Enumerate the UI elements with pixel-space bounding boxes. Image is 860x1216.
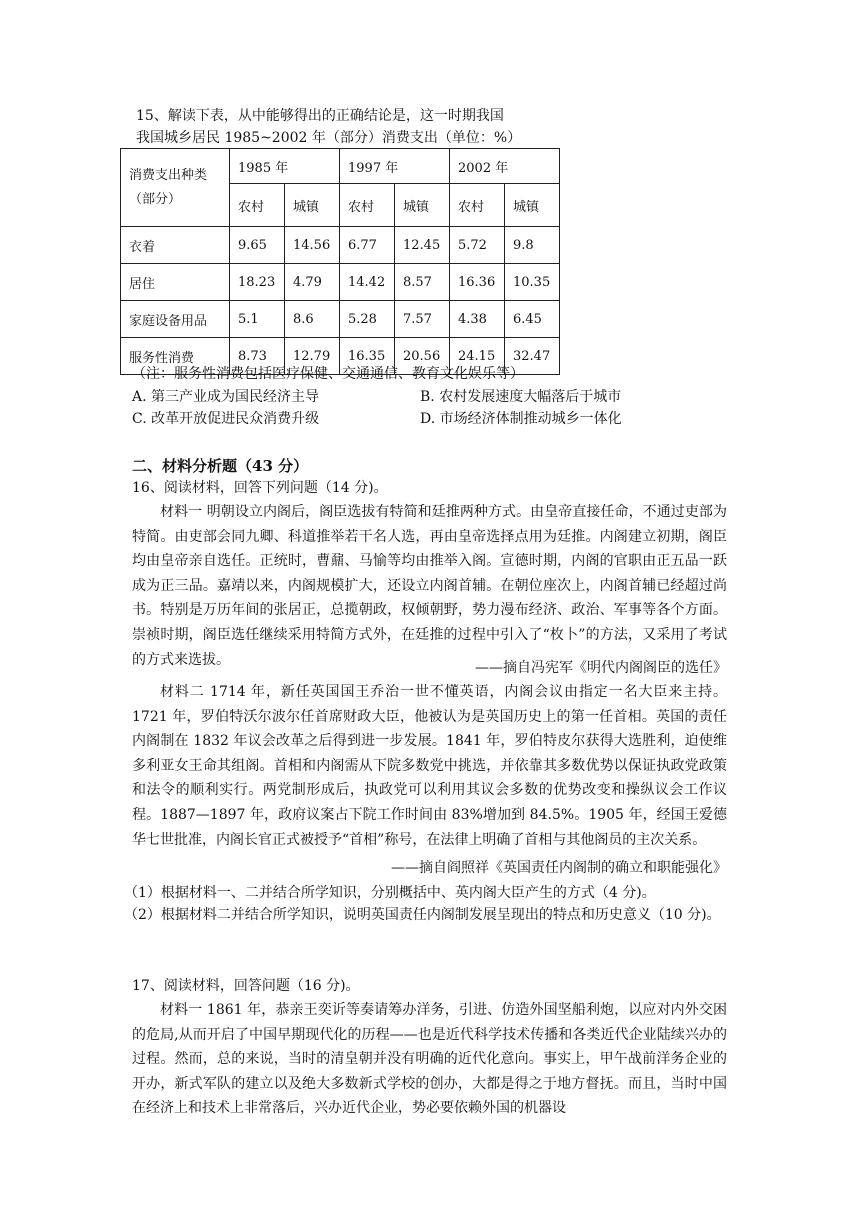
option-d[interactable]: D. 市场经济体制推动城乡一体化 [420,411,622,427]
table-cell: 10.35 [505,264,560,301]
option-b[interactable]: B. 农村发展速度大幅落后于城市 [420,389,622,405]
q15-title: 15、解读下表，从中能够得出的正确结论是，这一时期我国 [136,108,504,124]
row-label: 家庭设备用品 [121,301,230,338]
sub-header: 农村 [450,184,505,227]
q16-source-2: ——摘自阎照祥《英国责任内阁制的确立和职能强化》 [391,860,727,876]
table-cell: 8.73 [230,338,285,375]
table-cell: 16.36 [450,264,505,301]
consumption-table [120,148,560,375]
year-header: 1985 年 [230,149,340,184]
table-cell: 12.79 [285,338,340,375]
table-cell: 9.65 [230,227,285,264]
table-cell: 4.79 [285,264,340,301]
sub-header: 城镇 [395,184,450,227]
option-c[interactable]: C. 改革开放促进民众消费升级 [132,411,320,427]
table-row [121,264,560,301]
table-cell: 5.28 [340,301,395,338]
q16-material-1: 材料一 明朝设立内阁后，阁臣选拔有特简和廷推两种方式。由皇帝直接任命，不通过吏部为特简。由吏部会同九卿、科道推举若干名人选，再由皇帝选择点用为廷推。内阁建立初期，阁臣均由皇帝亲自选任。正统时，曹鼐、马愉等均由推举入阁。宣德时期，内阁的官职由正五品一跃成为正三品。嘉靖以来，内阁规模扩大，还设立内阁首辅。在朝位座次上，内阁首辅已经超过尚书。特别是万历年间的张居正，总揽朝政，权倾朝野，势力漫布经济、政治、军事等各个方面。崇祯时期，阁臣选任继续采用特简方式外，在廷推的过程中引入了“枚卜”的方法，又采用了考试的方式来选拔。 [132,504,727,668]
table-cell: 20.56 [395,338,450,375]
table-cell: 6.77 [340,227,395,264]
table-cell: 7.57 [395,301,450,338]
row-label: 服务性消费 [121,338,230,375]
table-cell: 8.6 [285,301,340,338]
q16-source-1: ——摘自冯宪军《明代内阁阁臣的选任》 [475,660,727,676]
q16-material-2: 材料二 1714 年，新任英国国王乔治一世不懂英语，内阁会议由指定一名大臣来主持。1721 年，罗伯特沃尔波尔任首席财政大臣，他被认为是英国历史上的第一任首相。英国的责任内阁制在 1832 年议会改革之后得到进一步发展。1841 年，罗伯特皮尔获得大选胜利，迫使维多利亚女王命其组阁。首相和内阁需从下院多数党中挑选，并依靠其多数优势以保证执政党政策和法令的顺利实行。两党制形成后，执政党可以利用其议会多数的优势改变和操纵议会工作议程。1887—1897 年，政府议案占下院工作时间由 83%增加到 84.5%。1905 年，经国王爱德华七世批准，内阁长官正式被授予“首相”称号，在法律上明确了首相与其他阁员的主次关系。 [132,684,727,848]
row-label: 居住 [121,264,230,301]
table-header-label: 消费支出种类（部分） [121,149,230,227]
sub-header: 城镇 [505,184,560,227]
q16-title: 16、阅读材料，回答下列问题（14 分)。 [132,480,388,496]
table-cell: 6.45 [505,301,560,338]
option-a[interactable]: A. 第三产业成为国民经济主导 [132,389,320,405]
table-cell: 5.1 [230,301,285,338]
q15-note: （注：服务性消费包括医疗保健、交通通信、教育文化娱乐等） [132,366,524,382]
table-cell: 16.35 [340,338,395,375]
q16-question-2: （2）根据材料二并结合所学知识，说明英国责任内阁制发展呈现出的特点和历史意义（10 分)。 [124,907,721,923]
q17-title: 17、阅读材料，回答问题（16 分)。 [132,978,360,994]
q15-table-caption: 我国城乡居民 1985~2002 年（部分）消费支出（单位：%） [136,130,522,146]
sub-header: 城镇 [285,184,340,227]
table-cell: 14.56 [285,227,340,264]
q17-material-1: 材料一 1861 年，恭亲王奕䜣等奏请筹办洋务，引进、仿造外国坚船利炮，以应对内外交困的危局,从而开启了中国早期现代化的历程——也是近代科学技术传播和各类近代企业陆续兴办的过程。然而，总的来说，当时的清皇朝并没有明确的近代化意向。事实上，甲午战前洋务企业的开办，新式军队的建立以及绝大多数新式学校的创办，大都是得之于地方督抚。而且，当时中国在经济上和技术上非常落后，兴办近代企业，势必要依赖外国的机器设 [132,1002,727,1117]
table-cell: 18.23 [230,264,285,301]
table-cell: 9.8 [505,227,560,264]
row-label: 衣着 [121,227,230,264]
table-row [121,227,560,264]
table-cell: 4.38 [450,301,505,338]
sub-header: 农村 [230,184,285,227]
sub-header: 农村 [340,184,395,227]
table-cell: 32.47 [505,338,560,375]
table-cell: 14.42 [340,264,395,301]
table-row [121,301,560,338]
year-header: 2002 年 [450,149,560,184]
table-cell: 24.15 [450,338,505,375]
table-cell: 8.57 [395,264,450,301]
year-header: 1997 年 [340,149,450,184]
table-cell: 5.72 [450,227,505,264]
table-cell: 12.45 [395,227,450,264]
q16-question-1: （1）根据材料一、二并结合所学知识，分别概括中、英内阁大臣产生的方式（4 分)。 [124,885,656,901]
section-title: 二、材料分析题（43 分） [132,457,309,475]
